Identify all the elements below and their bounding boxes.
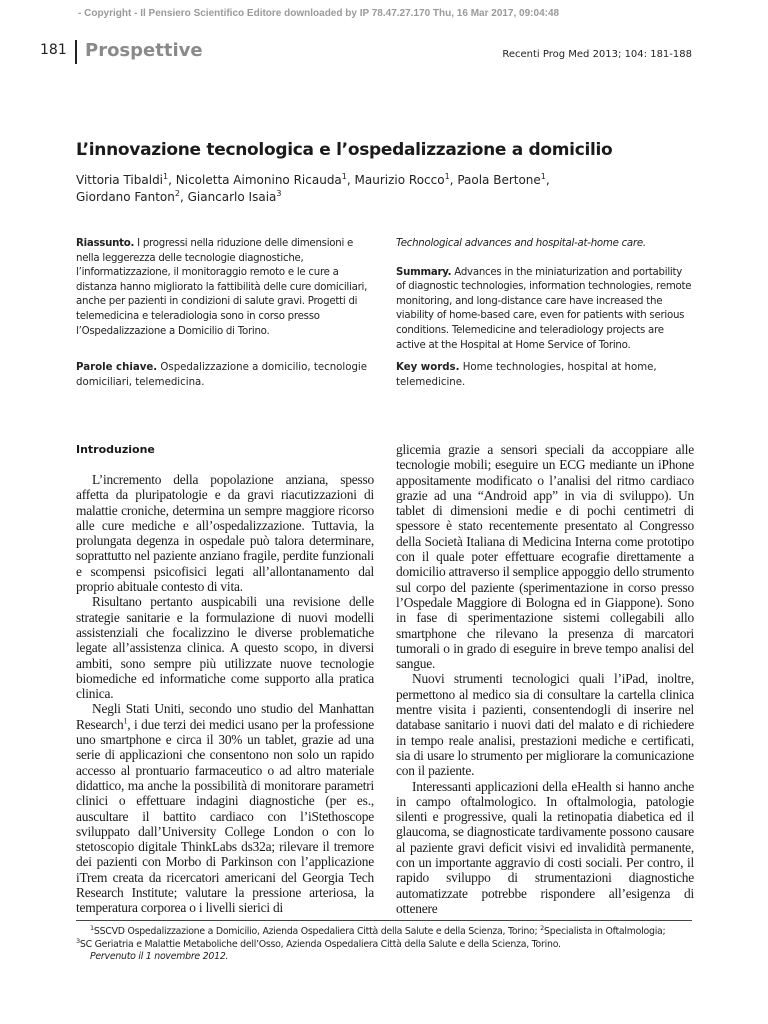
keywords-italian — [76, 361, 374, 390]
keywords-text: Home technologies, hospital at home, telemedicine. — [396, 362, 657, 388]
paragraph-text: Negli Stati Uniti, secondo uno studio del Manhattan Research — [76, 701, 374, 732]
author-name: Giordano Fanton — [76, 190, 175, 204]
keywords-english — [396, 361, 694, 390]
author-separator: , — [346, 173, 355, 187]
author-separator: , — [168, 173, 176, 187]
footnote-marker: 2 — [540, 923, 545, 932]
received-date: Pervenuto il 1 novembre 2012. — [90, 951, 229, 963]
english-title: Technological advances and hospital-at-home care. — [396, 238, 646, 249]
author-name: Vittoria Tibaldi — [76, 173, 164, 187]
author-name: Paola Bertone — [457, 173, 541, 187]
author-separator: , — [449, 173, 458, 187]
author-affiliation: 2 — [174, 189, 180, 198]
abstract-text: I progressi nella riduzione delle dimensioni e nella leggerezza delle tecnologie diagnostiche, l’informatizzazione, il monitoraggio remoto e le cure a distanza hanno migliorato la fattibilità delle cure domiciliari, anche per pazienti in condizioni di salute gravi. Progetti di telemedicina e teleradiologia sono in corso presso l’Ospedalizzazione a Domicilio di Torino. — [76, 238, 368, 337]
body-paragraph: Nuovi strumenti tecnologici quali l’iPad, inoltre, permettono al medico sia di consultare la cartella clinica mentre visita i pazienti, consentendogli di inserire nel database sanitario i nuovi dati del malato e di richiedere in tempo reale analisi, prestazioni mediche e certificati, sia di usare lo strumento per migliorare la comunicazione con il paziente. — [396, 671, 694, 779]
author-affiliation: 1 — [540, 172, 546, 181]
author-name: Giancarlo Isaia — [187, 190, 277, 204]
page-number: 181 — [40, 42, 67, 58]
author-name: Nicoletta Aimonino Ricauda — [175, 173, 342, 187]
author-affiliation: 1 — [341, 172, 347, 181]
footnote-divider — [76, 920, 692, 921]
copyright-notice: - Copyright - Il Pensiero Scientifico Editore downloaded by IP 78.47.27.170 Thu, 16 Mar 2017, 09:04:48 — [78, 8, 560, 19]
body-paragraph: Interessanti applicazioni della eHealth si hanno anche in campo oftalmologico. In oftalmologia, patologie silenti e progressive, quali la retinopatia diabetica ed il glaucoma, se diagnosticate tardivamente possono causare al paziente gravi deficit visivi ed invalidità permanente, con un importante aggravio di costi sociali. Per contro, il rapido sviluppo di strumentazioni diagnostiche automatizzate potrebbe rispondere all’esigenza di ottenere — [396, 778, 694, 916]
body-paragraph: Risultano pertanto auspicabili una revisione delle strategie sanitarie e la formulazione di nuovi modelli assistenziali che focalizzino le diverse problematiche legate all’assistenza clinica. A questo scopo, in diversi ambiti, sono sempre più utilizzate nuove tecnologie biomediche ed informatiche come supporto alla pratica clinica. — [76, 594, 374, 702]
author-name: Maurizio Rocco — [354, 173, 445, 187]
author-affiliation: 1 — [444, 172, 450, 181]
keywords-label: Key words. — [396, 362, 460, 373]
body-paragraph — [76, 701, 374, 915]
abstract-english — [396, 237, 694, 353]
paragraph-text: , i due terzi dei medici usano per la professione uno smartphone e circa il 30% un tablet, grazie ad una serie di applicazioni che consentono non solo un rapido accesso al prontuario farmaceutico o ad altro materiale didattico, ma anche la possibilità di monitorare parametri clinici o effettuare indagini diagnostiche (per es., auscultare il battito cardiaco con l’iStethoscope sviluppato dall’University College London o con lo stetoscopio digitale ThinkLabs ds32a; rilevare il tremore dei pazienti con Morbo di Parkinson con l’applicazione iTrem creata da ricercatori americani del Georgia Tech Research Institute; valutare la pressione arteriosa, la temperatura corporea o i livelli sierici di — [76, 716, 374, 916]
abstract-label: Riassunto. — [76, 238, 135, 249]
summary-text: Advances in the miniaturization and portability of diagnostic technologies, information technologies, remote monitoring, and long-distance care have increased the viability of home-based care, even for patients with serious conditions. Telemedicine and teleradiology projects are active at the Hospital at Home Service of Torino. — [396, 266, 692, 351]
author-separator: , — [179, 190, 188, 204]
author-list — [76, 172, 696, 206]
reference-marker: 1 — [123, 716, 128, 726]
article-title: L’innovazione tecnologica e l’ospedalizzazione a domicilio — [76, 140, 613, 160]
footnote-text: SC Geriatria e Malattie Metaboliche dell’Osso, Azienda Ospedaliera Città della Salute e della Scienza, Torino. — [79, 938, 561, 950]
summary-label: Summary. — [396, 266, 452, 278]
footnotes — [76, 923, 694, 964]
journal-reference: Recenti Prog Med 2013; 104: 181-188 — [502, 49, 692, 60]
footnote-text: SSCVD Ospedalizzazione a Domicilio, Azienda Ospedaliera Città della Salute e della Scienza, Torino; — [93, 926, 541, 937]
section-heading: Introduzione — [76, 443, 155, 456]
author-separator: , — [545, 173, 550, 187]
keywords-text: Ospedalizzazione a domicilio, tecnologie domiciliari, telemedicina. — [76, 362, 368, 388]
body-column-right — [396, 442, 694, 916]
footnote-marker: 3 — [76, 936, 80, 945]
abstract-italian — [76, 237, 374, 339]
body-column-left — [76, 442, 374, 916]
author-affiliation: 3 — [276, 189, 282, 198]
body-paragraph: glicemia grazie a sensori speciali da accoppiare alle tecnologie mobili; eseguire un ECG mediante un iPhone appositamente modificato o l’analisi del ritmo cardiaco grazie ad una “Android app” in via di sviluppo). Un tablet di dimensioni medie e di pochi centimetri di spessore è stato recentemente presentato al Congresso della Società Italiana di Medicina Interna come prototipo con il quale poter effettuare ecografie direttamente a domicilio attraverso il semplice appoggio dello strumento sul corpo del paziente (sperimentazione in corso presso l’Ospedale Maggiore di Bologna ed in Giappone). Sono in fase di sperimentazione sistemi collegabili allo smartphone che rilevano la presenza di marcatori tumorali o in grado di eseguire in breve tempo analisi del sangue. — [396, 442, 695, 672]
author-affiliation: 1 — [163, 172, 169, 181]
header-divider — [75, 40, 77, 64]
footnote-text: Specialista in Oftalmologia; — [544, 926, 666, 937]
footnote-line — [76, 936, 694, 952]
footnote-marker: 1 — [90, 923, 94, 932]
body-paragraph: L’incremento della popolazione anziana, spesso affetta da pluripatologie e da gravi riacutizzazioni di malattie croniche, determina un sempre maggiore ricorso alle cure mediche e all’ospedalizzazione. Tuttavia, la prolungata degenza in ospedale può talora determinare, soprattutto nel paziente anziano fragile, perdite funzionali e scompensi psicofisici legati all’allontanamento dal proprio abituale contesto di vita. — [76, 472, 374, 595]
section-name: Prospettive — [85, 40, 203, 61]
keywords-label: Parole chiave. — [76, 362, 158, 373]
footnote-line — [76, 923, 694, 939]
